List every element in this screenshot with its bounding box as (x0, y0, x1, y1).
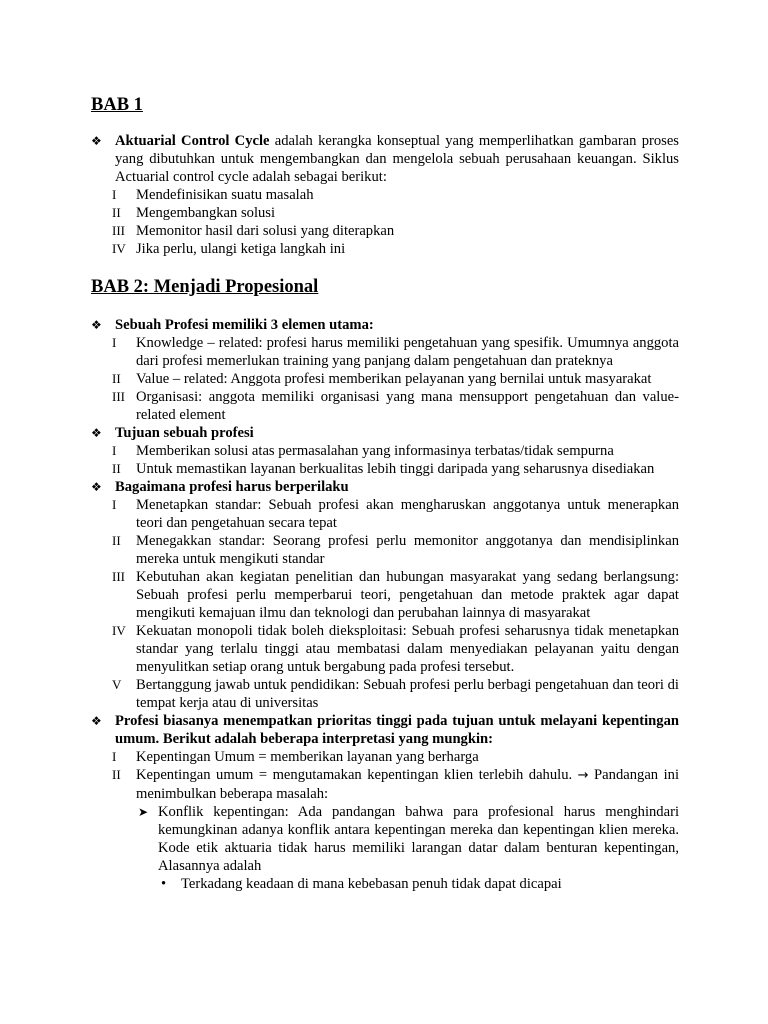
list-item: II Mengembangkan solusi (112, 205, 276, 221)
list-item: III Organisasi: anggota memiliki organisasi yang mana mensupport pengetahuan dan value-related element (112, 389, 679, 423)
arrow-right-icon: → (577, 768, 589, 783)
list-item: II Value – related: Anggota profesi memberikan pelayanan yang bernilai untuk masyarakat (112, 371, 652, 387)
section-heading: ❖ Tujuan sebuah profesi (91, 425, 254, 441)
list-item: I Memberikan solusi atas permasalahan yang informasinya terbatas/tidak sempurna (112, 443, 614, 459)
list-item: I Knowledge – related: profesi harus memiliki pengetahuan yang spesifik. Umumnya anggota dari profesi memerlukan training yang panjang dalam pengetahuan dan prateknya (112, 335, 679, 369)
list-item: IV Kekuatan monopoli tidak boleh dieksploitasi: Sebuah profesi seharusnya tidak menetapkan standar yang terlalu tinggi atau membatasi dalam menyediakan pelayanan yaitu dengan menyulitkan setiap orang untuk bergabung pada profesi tersebut. (112, 623, 679, 675)
list-item: I Menetapkan standar: Sebuah profesi akan mengharuskan anggotanya untuk menerapkan teori dan pengetahuan secara tepat (112, 497, 679, 531)
list-item: III Kebutuhan akan kegiatan penelitian dan hubungan masyarakat yang sedang berlangsung: Sebuah profesi perlu memperbarui teori, pengetahuan dan metode praktek agar dapat mengikuti kemajuan ilmu dan teknologi dan perubahan lainnya di masyarakat (112, 569, 679, 621)
bab1-section (91, 132, 679, 258)
intro-text: adalah kerangka konseptual yang memperlihatkan gambaran proses yang dibutuhkan untuk mengembangkan dan mengelola sebuah perusahaan keuangan. Siklus Actuarial control cycle adalah sebagai berikut: (115, 133, 679, 185)
list-item: II Untuk memastikan layanan berkualitas lebih tinggi daripada yang seharusnya disediakan (112, 461, 655, 477)
bullet-item: • Terkadang keadaan di mana kebebasan penuh tidak dapat dicapai (161, 876, 562, 892)
arrowhead-bullet-icon: ➤ (138, 805, 149, 819)
diamond-bullet-icon: ❖ (91, 318, 102, 332)
list-item: I Mendefinisikan suatu masalah (112, 187, 314, 203)
diamond-bullet-icon: ❖ (91, 134, 102, 148)
list-item: II Kepentingan umum = mengutamakan kepentingan klien terlebih dahulu. → Pandangan ini menimbulkan beberapa masalah: (112, 767, 679, 802)
diamond-bullet-icon: ❖ (91, 480, 102, 494)
bab1-title: BAB 1 (91, 95, 143, 115)
diamond-bullet-icon: ❖ (91, 714, 102, 728)
section-heading: ❖ Profesi biasanya menempatkan prioritas tinggi pada tujuan untuk melayani kepentingan umum. Berikut adalah beberapa interpretasi yang mungkin: (91, 713, 679, 747)
list-item: IV Jika perlu, ulangi ketiga langkah ini (112, 241, 346, 257)
bab2-section (91, 316, 679, 893)
dot-bullet-icon: • (161, 876, 167, 892)
list-item: I Kepentingan Umum = memberikan layanan yang berharga (112, 749, 479, 765)
section-heading: ❖ Sebuah Profesi memiliki 3 elemen utama: (91, 317, 374, 333)
list-item: III Memonitor hasil dari solusi yang diterapkan (112, 223, 395, 239)
sub-list-item: ➤ Konflik kepentingan: Ada pandangan bahwa para profesional harus menghindari kemungkinan adanya konflik antara kepentingan mereka dan kepentingan klien mereka. Kode etik aktuaria tidak harus memiliki larangan datar dalam benturan kepentingan, Alasannya adalah (138, 804, 679, 874)
list-item: II Menegakkan standar: Seorang profesi perlu memonitor anggotanya dan mendisiplinkan mereka untuk mengikuti standar (112, 533, 679, 567)
bab2-title: BAB 2: Menjadi Propesional (91, 277, 319, 297)
bab1-intro (91, 132, 679, 186)
intro-term: Aktuarial Control Cycle (115, 133, 270, 149)
diamond-bullet-icon: ❖ (91, 426, 102, 440)
section-heading: ❖ Bagaimana profesi harus berperilaku (91, 479, 349, 495)
list-item: V Bertanggung jawab untuk pendidikan: Sebuah profesi perlu berbagi pengetahuan dan teori di tempat kerja atau di universitas (112, 677, 679, 711)
